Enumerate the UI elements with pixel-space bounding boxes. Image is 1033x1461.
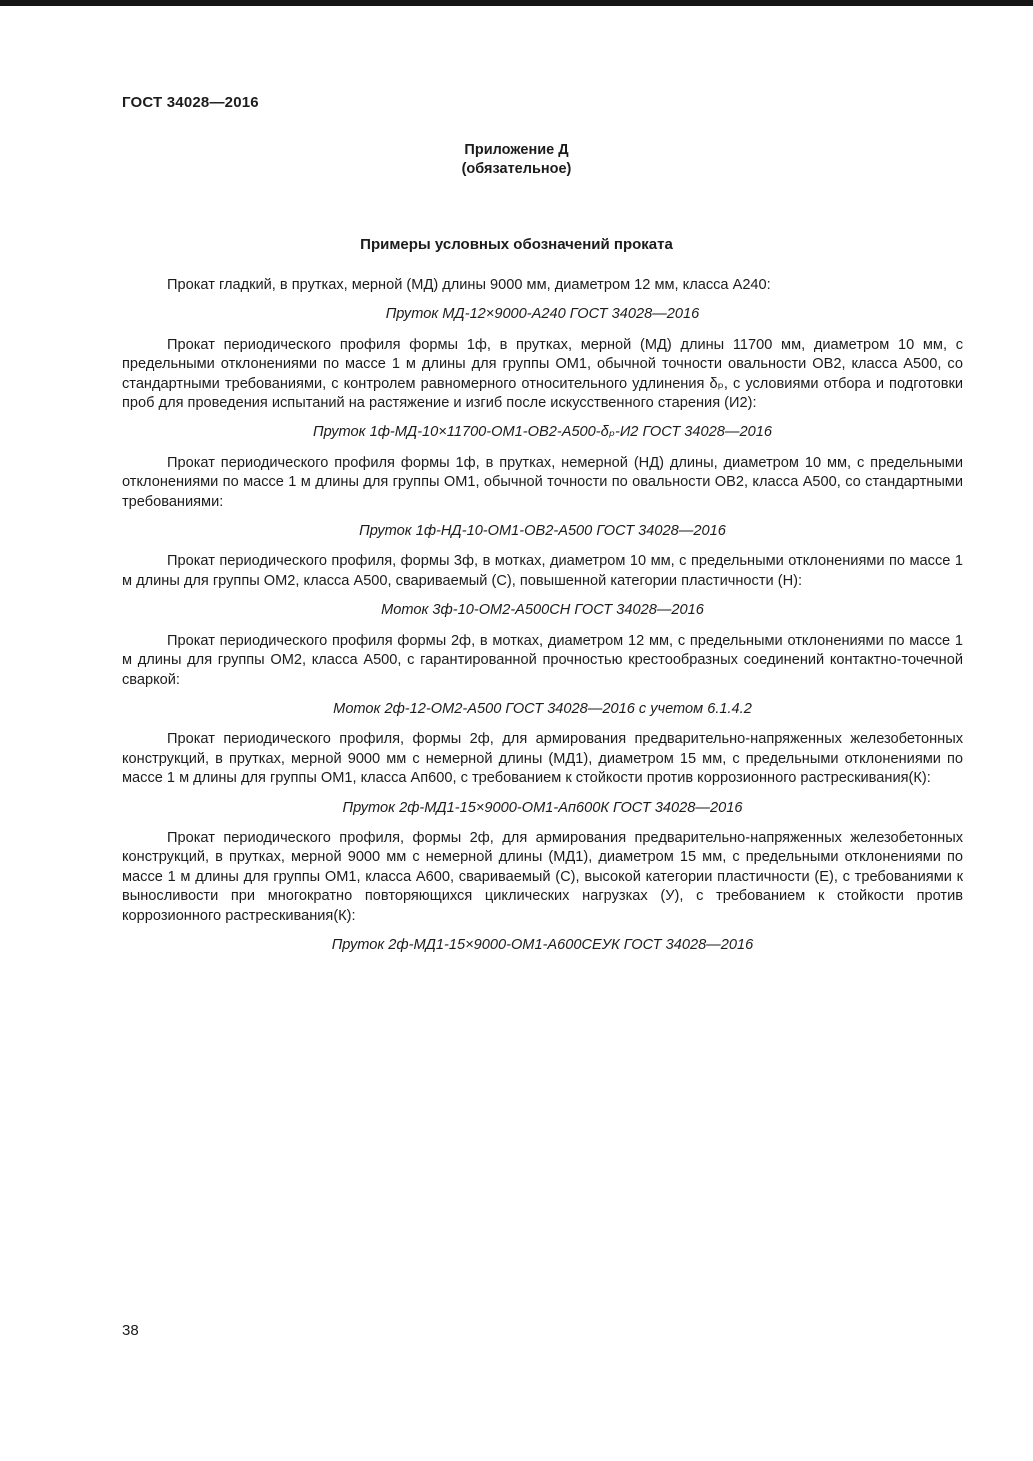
section-title: Примеры условных обозначений проката	[360, 236, 673, 253]
appendix-subtitle: (обязательное)	[461, 161, 572, 177]
paragraph-profile-1f-unmeasured: Прокат периодического профиля формы 1ф, в прутках, немерной (НД) длины, диаметром 10 мм, с предельными отклонениями по массе 1 м длины для группы ОМ1, обычной точности по овальности ОВ2, класса А500, со стандартными требованиями:	[122, 454, 963, 510]
designation-example-6: Пруток 2ф-МД1-15×9000-ОМ1-Ап600К ГОСТ 34028—2016	[342, 799, 743, 816]
designation-example-3: Пруток 1ф-НД-10-ОМ1-ОВ2-А500 ГОСТ 34028—2016	[359, 523, 726, 540]
scan-artifact-top	[0, 0, 1033, 6]
designation-example-7: Пруток 2ф-МД1-15×9000-ОМ1-А600СЕУК ГОСТ 34028—2016	[331, 936, 754, 953]
paragraph-profile-2f-prestressed-a600: Прокат периодического профиля, формы 2ф, для армирования предварительно-напряженных железобетонных конструкций, в прутках, мерной 9000 мм с немерной длины (МД1), диаметром 15 мм, с предельными отклонениями по массе 1 м длины для группы ОМ1, класса А600, свариваемый (С), высокой категории пластичности (Е), с требованиями к выносливости при многократно повторяющихся циклических нагрузках (У), с требованием к стойкости против коррозионного растрескивания(К):	[122, 829, 963, 924]
appendix-heading	[0, 141, 1033, 179]
designation-example-4: Моток 3ф-10-ОМ2-А500СН ГОСТ 34028—2016	[381, 602, 704, 619]
paragraph-profile-1f-measured: Прокат периодического профиля формы 1ф, в прутках, мерной (МД) длины 11700 мм, диаметром 10 мм, с предельными отклонениями по массе 1 м длины для группы ОМ1, обычной точности овальности ОВ2, класса А500, со стандартными требованиями, с контролем равномерного относительного удлинения δₚ, с условиями отбора и подготовки проб для проведения испытаний на растяжение и изгиб после искусственного старения (И2):	[122, 336, 963, 412]
paragraph-profile-2f-prestressed-ap600: Прокат периодического профиля, формы 2ф, для армирования предварительно-напряженных железобетонных конструкций, в прутках, мерной 9000 мм с немерной длины (МД1), диаметром 15 мм, с предельными отклонениями по массе 1 м длины для группы ОМ1, класса Ап600, с требованием к стойкости против коррозионного растрескивания(К):	[122, 731, 963, 787]
paragraph-smooth-bar: Прокат гладкий, в прутках, мерной (МД) длины 9000 мм, диаметром 12 мм, класса А240:	[167, 277, 771, 293]
appendix-title: Приложение Д	[464, 142, 569, 158]
designation-example-1: Пруток МД-12×9000-А240 ГОСТ 34028—2016	[385, 306, 700, 323]
document-standard-number: ГОСТ 34028—2016	[122, 94, 259, 111]
paragraph-profile-3f-coils: Прокат периодического профиля, формы 3ф, в мотках, диаметром 10 мм, с предельными отклонениями по массе 1 м длины для группы ОМ2, класса А500, свариваемый (С), повышенной категории пластичности (Н):	[122, 553, 963, 589]
paragraph-profile-2f-coils: Прокат периодического профиля формы 2ф, в мотках, диаметром 12 мм, с предельными отклонениями по массе 1 м длины для группы ОМ2, класса А500, с гарантированной прочностью крестообразных соединений контактно-точечной сваркой:	[122, 632, 963, 688]
designation-example-2: Пруток 1ф-МД-10×11700-ОМ1-ОВ2-А500-δₚ-И2 ГОСТ 34028—2016	[313, 424, 772, 441]
document-body	[122, 268, 963, 966]
designation-example-5: Моток 2ф-12-ОМ2-А500 ГОСТ 34028—2016 с учетом 6.1.4.2	[333, 700, 752, 717]
page-number: 38	[122, 1322, 139, 1339]
